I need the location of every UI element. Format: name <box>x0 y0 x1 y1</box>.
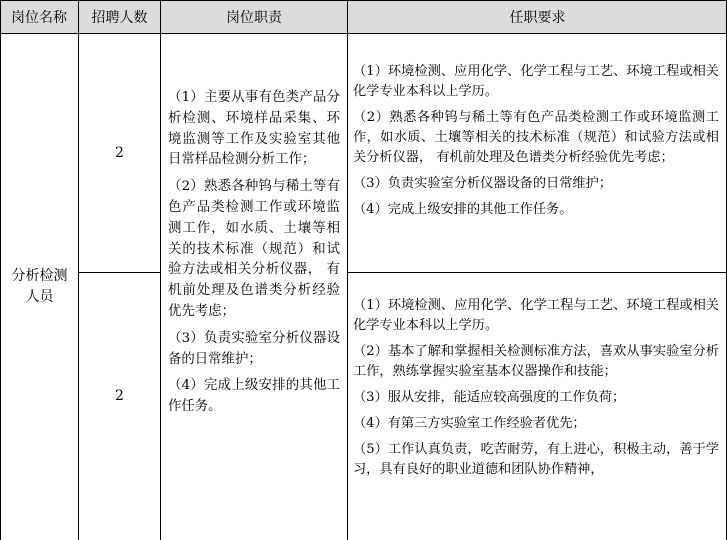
requirement-item: （3）服从安排，能适应较高强度的工作负荷； <box>353 390 626 405</box>
row-divider-requirements <box>348 272 727 273</box>
requirement-item: （5）工作认真负责，吃苦耐劳，有上进心，积极主动，善于学习，具有良好的职业道德和团队协作精神， <box>353 442 719 477</box>
duty-item: （2）熟悉各种钨与稀土等有色产品类检测工作或环境监测工作，如水质、土壤等相关的技术标准（规范）和试验方法或相关分析仪器， 有机前处理及色谱类分析经验优先考虑； <box>168 179 340 319</box>
duty-item: （1）主要从事有色类产品分析检测、环境样品采集、环境监测等工作及实验室其他日常样品检测分析工作； <box>168 90 340 168</box>
header-duties-label: 岗位职责 <box>226 9 282 26</box>
header-headcount-label: 招聘人数 <box>91 9 148 26</box>
header-position-name-label: 岗位名称 <box>11 9 67 26</box>
duties-cell <box>168 88 340 424</box>
requirement-item: （1）环境检测、应用化学、化学工程与工艺、环境工程或相关化学专业本科以上学历。 <box>353 64 719 99</box>
column-divider-3 <box>347 0 348 540</box>
table-top-border <box>0 0 727 1</box>
headcount-value-row1: 2 <box>115 145 124 161</box>
headcount-cell-row1 <box>79 34 160 272</box>
header-requirements <box>348 0 727 34</box>
position-name-line1: 分析检测 <box>11 268 68 284</box>
requirements-cell-row1 <box>353 62 719 226</box>
position-name-cell <box>1 34 78 540</box>
requirement-item: （4）有第三方实验室工作经验者优先； <box>353 416 586 431</box>
requirement-item: （4）完成上级安排的其他工作任务。 <box>353 202 573 217</box>
header-duties <box>161 0 347 34</box>
column-divider-2 <box>160 0 161 540</box>
header-requirements-label: 任职要求 <box>509 9 566 26</box>
requirement-item: （1）环境检测、应用化学、化学工程与工艺、环境工程或相关化学专业本科以上学历。 <box>353 298 719 333</box>
position-name-line2: 人员 <box>25 289 54 305</box>
headcount-value-row2: 2 <box>115 387 124 404</box>
duty-item: （3）负责实验室分析仪器设备的日常维护； <box>168 330 340 367</box>
header-position-name <box>0 0 78 34</box>
requirement-item: （2）熟悉各种钨与稀土等有色产品类检测工作或环境监测工作，如水质、土壤等相关的技术标准（规范）和试验方法或相关分析仪器， 有机前处理及色谱类分析经验优先考虑； <box>353 110 719 165</box>
headcount-cell-row2 <box>79 273 160 518</box>
requirement-item: （3）负责实验室分析仪器设备的日常维护； <box>353 176 612 191</box>
header-headcount <box>79 0 160 34</box>
requirements-cell-row2 <box>353 296 719 486</box>
requirement-item: （2）基本了解和掌握相关检测标准方法，喜欢从事实验室分析工作，熟练掌握实验室基本仪器操作和技能； <box>353 344 719 379</box>
duty-item: （4）完成上级安排的其他工作任务。 <box>168 378 340 415</box>
